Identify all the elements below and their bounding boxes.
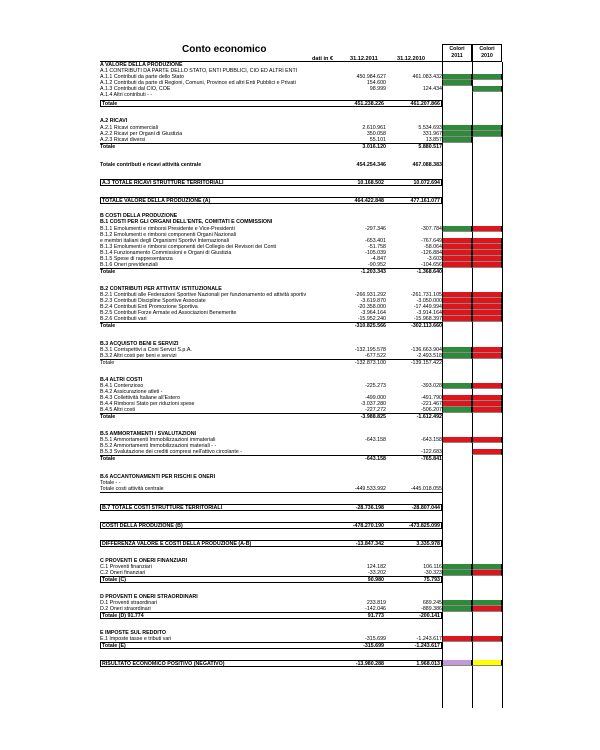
statement-row — [100, 455, 442, 462]
statement-row — [100, 118, 442, 124]
color-indicator-2010 — [472, 262, 502, 268]
value-2010: -473.825.099 — [408, 523, 440, 529]
row-label: B.4.1 Contenzioso — [100, 383, 144, 389]
statement-row — [100, 413, 442, 420]
statement-row — [100, 162, 442, 168]
row-label: B.4 ALTRI COSTI — [100, 377, 143, 383]
value-2010: 331.967 — [422, 131, 442, 137]
row-label: B.2.5 Contributi Forze Armate ed Associazioni Benemerite — [100, 310, 237, 316]
value-2010: -1.243.617 — [416, 636, 442, 642]
color-indicator-2010 — [472, 131, 502, 137]
value-2011: -478.270.190 — [352, 523, 384, 529]
value-2011: 10.168.502 — [357, 180, 384, 186]
statement-row — [100, 143, 442, 150]
row-label: B.2.6 Contributi vari — [100, 316, 147, 322]
value-2011: -653.401 — [365, 238, 386, 244]
row-label: Totale (E) — [102, 643, 126, 649]
value-2010: -3.603 — [426, 256, 442, 262]
row-label: B.7 TOTALE COSTI STRUTTURE TERRITORIALI — [102, 505, 223, 511]
header-year-2010: 31.12.2010 — [397, 56, 425, 62]
colori-year-2011: 2011 — [451, 52, 463, 59]
value-2011: 451.238.226 — [354, 101, 384, 107]
value-2010: -302.113.660 — [411, 323, 442, 329]
row-label: B.3.2 Altri costi per beni e servizi — [100, 353, 177, 359]
row-label: B COSTI DELLA PRODUZIONE — [100, 213, 178, 219]
value-2010: -30.323 — [424, 570, 442, 576]
value-2011: 350.058 — [366, 131, 386, 137]
color-indicator-2010 — [472, 316, 502, 322]
color-indicator-2010 — [472, 74, 502, 80]
row-label: B.1.6 Oneri previdenziali — [100, 262, 158, 268]
value-2010: 1.968.013 — [416, 661, 440, 667]
value-2010: -3.050.000 — [416, 298, 442, 304]
value-2010: -307.784 — [421, 226, 442, 232]
value-2010: -104.656 — [421, 262, 442, 268]
value-2010: -2.493.518 — [416, 353, 442, 359]
color-indicator-2011 — [442, 226, 472, 232]
header-dati: dati in € — [312, 56, 334, 62]
statement-row — [100, 642, 442, 649]
statement-row — [100, 197, 442, 204]
row-label: Totale — [100, 144, 116, 150]
colori-label: Colori — [449, 46, 465, 52]
value-2011: 55.101 — [369, 137, 386, 143]
value-2010: -445.018.055 — [410, 486, 442, 492]
row-label: B.1.3 Emolumenti e rimborsi componenti del Collegio dei Revisori dei Conti — [100, 244, 277, 250]
value-2010: -1.243.617 — [414, 643, 440, 649]
value-2011: 2.610.961 — [362, 125, 386, 131]
colori-year-2010: 2010 — [481, 52, 493, 59]
value-2010: -15.968.397 — [413, 316, 442, 322]
value-2010: 5.880.517 — [418, 144, 442, 150]
statement-row — [100, 576, 442, 583]
value-2010: -3.914.164 — [416, 310, 442, 316]
value-2011: -3.988.825 — [360, 414, 386, 420]
value-2010: 461.083.432 — [412, 74, 442, 80]
value-2011: 154.600 — [366, 80, 386, 86]
value-2010: -221.467 — [421, 401, 442, 407]
value-2010: 106.116 — [423, 564, 442, 570]
row-label: B.5.2 Ammortamenti Immobilizzazioni materiali - - — [100, 443, 217, 449]
color-indicator-2010 — [472, 86, 502, 92]
value-2010: -126.884 — [421, 250, 442, 256]
row-label: B.3 ACQUISTO BENI E SERVIZI — [100, 341, 179, 347]
value-2011: -227.272 — [365, 407, 386, 413]
row-label: A.3 TOTALE RICAVI STRUTTURE TERRITORIALI — [102, 180, 224, 186]
value-2011: -310.825.566 — [354, 323, 386, 329]
value-2011: -225.273 — [365, 383, 386, 389]
value-2011: -643.158 — [365, 456, 386, 462]
color-indicator-2011 — [442, 437, 472, 443]
statement-row — [100, 100, 442, 107]
row-label: Totale — [100, 360, 115, 366]
row-label: COSTI DELLA PRODUZIONE (B) — [102, 523, 183, 529]
row-label: B.3.1 Corrispettivi a Coni Servizi S.p.A. — [100, 347, 192, 353]
row-label: Totale — [100, 414, 116, 420]
row-label: A.1.4 Altri contributi - - — [100, 92, 153, 98]
statement-row — [100, 92, 442, 98]
row-label: B.4.2 Assicurazione atleti - — [100, 389, 163, 395]
value-2010: -889.386 — [421, 606, 442, 612]
value-2010: -765.841 — [421, 456, 442, 462]
statement-row — [100, 268, 442, 275]
row-label: Totale — [100, 323, 116, 329]
row-label: B.4.3 Collettività Italiane all'Estero — [100, 395, 180, 401]
value-2011: -13.847.342 — [355, 541, 384, 547]
row-label: D PROVENTI E ONERI STRAORDINARI — [100, 594, 198, 600]
value-2011: 464.422.848 — [354, 198, 384, 204]
row-label: B.1 COSTI PER GLI ORGANI DELL'ENTE, COMITATI E COMMISSIONI — [100, 219, 273, 225]
row-label: E.1 Imposte tasse e tributi vari — [100, 636, 172, 642]
statement-row — [100, 322, 442, 329]
row-label: E IMPOSTE SUL REDDITO — [100, 630, 167, 636]
color-indicator-2011 — [442, 262, 472, 268]
row-label: C PROVENTI E ONERI FINANZIARI — [100, 558, 188, 564]
row-label: B.2 CONTRIBUTI PER ATTIVITA' ISTITUZIONALE — [100, 286, 222, 292]
row-label: e membri italiani degli Organismi Sportivi Internazionali — [100, 238, 229, 244]
value-2011: -3.037.280 — [360, 401, 386, 407]
row-label: C.2 Oneri finanziari — [100, 570, 146, 576]
statement-row — [100, 179, 442, 186]
value-2010: -122.683 — [421, 449, 442, 455]
value-2011: -315.699 — [363, 643, 384, 649]
value-2011: 90.980 — [367, 577, 384, 583]
row-label: B.4.5 Altri costi — [100, 407, 136, 413]
value-2011: -15.952.240 — [357, 316, 386, 322]
row-label: Totale — [100, 456, 116, 462]
value-2011: -1.203.343 — [360, 269, 386, 275]
value-2010: -261.731.105 — [410, 292, 442, 298]
value-2010: -136.663.904 — [410, 347, 442, 353]
page-title: Conto economico — [182, 44, 267, 55]
row-label: B.1.4 Funzionamento Commissioni e Organi di Giustizia — [100, 250, 232, 256]
value-2010: -200.141 — [419, 613, 440, 619]
value-2011: -449.533.992 — [354, 486, 386, 492]
value-2011: -33.202 — [368, 570, 386, 576]
value-2011: -677.522 — [365, 353, 386, 359]
row-label: B.6 ACCANTONAMENTI PER RISCHI E ONERI — [100, 474, 216, 480]
value-2010: -491.790 — [421, 395, 442, 401]
value-2011: -105.039 — [365, 250, 386, 256]
value-2011: -3.619.870 — [360, 298, 386, 304]
value-2011: -132.873.100 — [354, 360, 386, 366]
statement-row — [100, 219, 442, 225]
color-indicator-2010 — [472, 226, 502, 232]
value-2010: -17.449.994 — [413, 304, 442, 310]
value-2010: -1.368.640 — [416, 269, 442, 275]
color-indicator-2011 — [442, 80, 472, 86]
color-indicator-2010 — [472, 606, 502, 612]
value-2011: -315.699 — [365, 636, 386, 642]
color-indicator-2010 — [472, 437, 502, 443]
row-label: B.5.3 Svalutazione dei crediti compresi nell'attivo circolante - — [100, 449, 243, 455]
row-label: A.2.3 Ricavi diversi — [100, 137, 146, 143]
value-2011: 450.984.627 — [356, 74, 386, 80]
row-label: RISULTATO ECONOMICO POSITIVO (NEGATIVO) — [102, 661, 225, 667]
row-label: Totale (D) 91.774 — [102, 613, 144, 619]
value-2011: -13.980.288 — [355, 661, 384, 667]
row-label: B.2.4 Contributi Enti Promozione Sportiva — [100, 304, 198, 310]
value-2011: -90.952 — [368, 262, 386, 268]
row-label: Totale costi attività centrale — [100, 486, 164, 492]
color-indicator-2010 — [472, 660, 502, 666]
value-2010: -643.158 — [421, 437, 442, 443]
row-label: Totale — [102, 101, 118, 107]
column-border — [502, 62, 503, 708]
value-2010: 124.434 — [422, 86, 442, 92]
value-2011: -51.758 — [368, 244, 386, 250]
value-2011: 124.182 — [366, 564, 386, 570]
value-2010: -139.157.422 — [410, 360, 442, 366]
value-2011: -297.346 — [365, 226, 386, 232]
color-indicator-2010 — [472, 449, 502, 455]
row-label: B.5 AMMORTAMENTI / SVALUTAZIONI — [100, 431, 197, 437]
row-label: B.2.3 Contributi Discipline Sportive Associate — [100, 298, 206, 304]
statement-row — [100, 359, 442, 366]
colori-2010-header — [472, 44, 502, 62]
row-label: A.1.2 Contributi da parte di Regioni, Comuni, Province ed altri Enti Pubblici e Privati — [100, 80, 296, 86]
value-2011: 233.819 — [366, 600, 386, 606]
row-label: B.1.1 Emolumenti e rimborsi Presidente e Vice-Presidenti — [100, 226, 235, 232]
value-2010: 75.793 — [423, 577, 440, 583]
statement-row — [100, 522, 442, 529]
value-2011: -4.847 — [370, 256, 386, 262]
colori-label: Colori — [479, 46, 495, 52]
row-label: D.2 Oneri straordinari — [100, 606, 151, 612]
row-label: B.1.2 Emolumenti e rimborsi componenti Organi Nazionali — [100, 232, 237, 238]
value-2011: -142.046 — [365, 606, 386, 612]
value-2010: -58.064 — [424, 244, 442, 250]
value-2011: -28.736.198 — [355, 505, 384, 511]
value-2010: -767.649 — [421, 238, 442, 244]
color-indicator-2010 — [472, 636, 502, 642]
row-label: TOTALE VALORE DELLA PRODUZIONE (A) — [102, 198, 211, 204]
value-2010: -393.028 — [421, 383, 442, 389]
row-label: Totale (C) — [102, 577, 127, 583]
value-2010: -28.807.044 — [411, 505, 440, 511]
color-indicator-2011 — [442, 353, 472, 359]
value-2011: 98.999 — [369, 86, 386, 92]
statement-row — [100, 612, 442, 619]
color-indicator-2011 — [442, 383, 472, 389]
row-label: A.2.1 Ricavi commerciali — [100, 125, 158, 131]
row-label: B.4.4 Rimborsi Stato per riduzioni spese — [100, 401, 195, 407]
color-indicator-2011 — [442, 316, 472, 322]
row-label: Totale — [100, 269, 116, 275]
color-indicator-2010 — [472, 353, 502, 359]
color-indicator-2010 — [472, 570, 502, 576]
row-label: DIFFERENZA VALORE E COSTI DELLA PRODUZIONE (A-B) — [102, 541, 252, 547]
row-label: Totale - - — [100, 480, 121, 486]
row-label: C.1 Proventi finanziari — [100, 564, 152, 570]
value-2010: 467.088.383 — [412, 162, 442, 168]
value-2010: 10.072.694 — [413, 180, 440, 186]
statement-row — [100, 540, 442, 547]
color-indicator-2011 — [442, 606, 472, 612]
value-2011: 3.016.120 — [362, 144, 386, 150]
row-label: D.1 Proventi straordinari — [100, 600, 158, 606]
value-2010: 477.161.077 — [410, 198, 440, 204]
row-label: A.1.3 Contributi dal CIO, COE — [100, 86, 171, 92]
statement-row — [100, 504, 442, 511]
value-2010: 461.207.866 — [410, 101, 440, 107]
value-2011: -643.158 — [365, 437, 386, 443]
row-label: A.1.1 Contributi da parte dello Stato — [100, 74, 184, 80]
color-indicator-2011 — [442, 407, 472, 413]
row-label: A.1 CONTRIBUTI DA PARTE DELLO STATO, ENTI PUBBLICI, CIO ED ALTRI ENTI — [100, 68, 298, 74]
value-2010: 3.335.978 — [416, 541, 440, 547]
value-2010: 5.534.693 — [418, 125, 442, 131]
value-2011: -3.964.164 — [360, 310, 386, 316]
value-2011: -266.931.292 — [354, 292, 386, 298]
value-2010: -1.612.492 — [416, 414, 442, 420]
value-2011: 91.773 — [367, 613, 384, 619]
color-indicator-2011 — [442, 570, 472, 576]
color-indicator-2010 — [472, 407, 502, 413]
value-2011: 454.254.346 — [356, 162, 386, 168]
row-label: A.2 RICAVI — [100, 118, 128, 124]
row-label: B.5.1 Ammortamenti Immobilizzazioni immateriali — [100, 437, 216, 443]
color-indicator-2010 — [472, 383, 502, 389]
row-label: A VALORE DELLA PRODUZIONE — [100, 62, 183, 68]
statement-row — [100, 660, 442, 667]
value-2011: -132.195.578 — [354, 347, 386, 353]
value-2011: -499.000 — [365, 395, 386, 401]
color-indicator-2011 — [442, 636, 472, 642]
colori-2011-header — [442, 44, 472, 62]
row-label: B.1.5 Spese di rappresentanza — [100, 256, 173, 262]
value-2010: 689.245 — [422, 600, 442, 606]
color-indicator-2011 — [442, 137, 472, 143]
value-2010: -506.207 — [421, 407, 442, 413]
statement-row — [100, 486, 442, 493]
row-label: B.2.1 Contributi alle Federazioni Sportive Nazionali per funzionamento ed attività sportiv — [100, 292, 307, 298]
color-indicator-2011 — [442, 660, 472, 666]
value-2011: -20.358.000 — [357, 304, 386, 310]
value-2010: 13.857 — [425, 137, 442, 143]
header-year-2011: 31.12.2011 — [350, 56, 378, 62]
row-label: Totale contributi e ricavi attività centrale — [100, 162, 202, 168]
row-label: A.2.2 Ricavi per Organi di Giustizia — [100, 131, 183, 137]
